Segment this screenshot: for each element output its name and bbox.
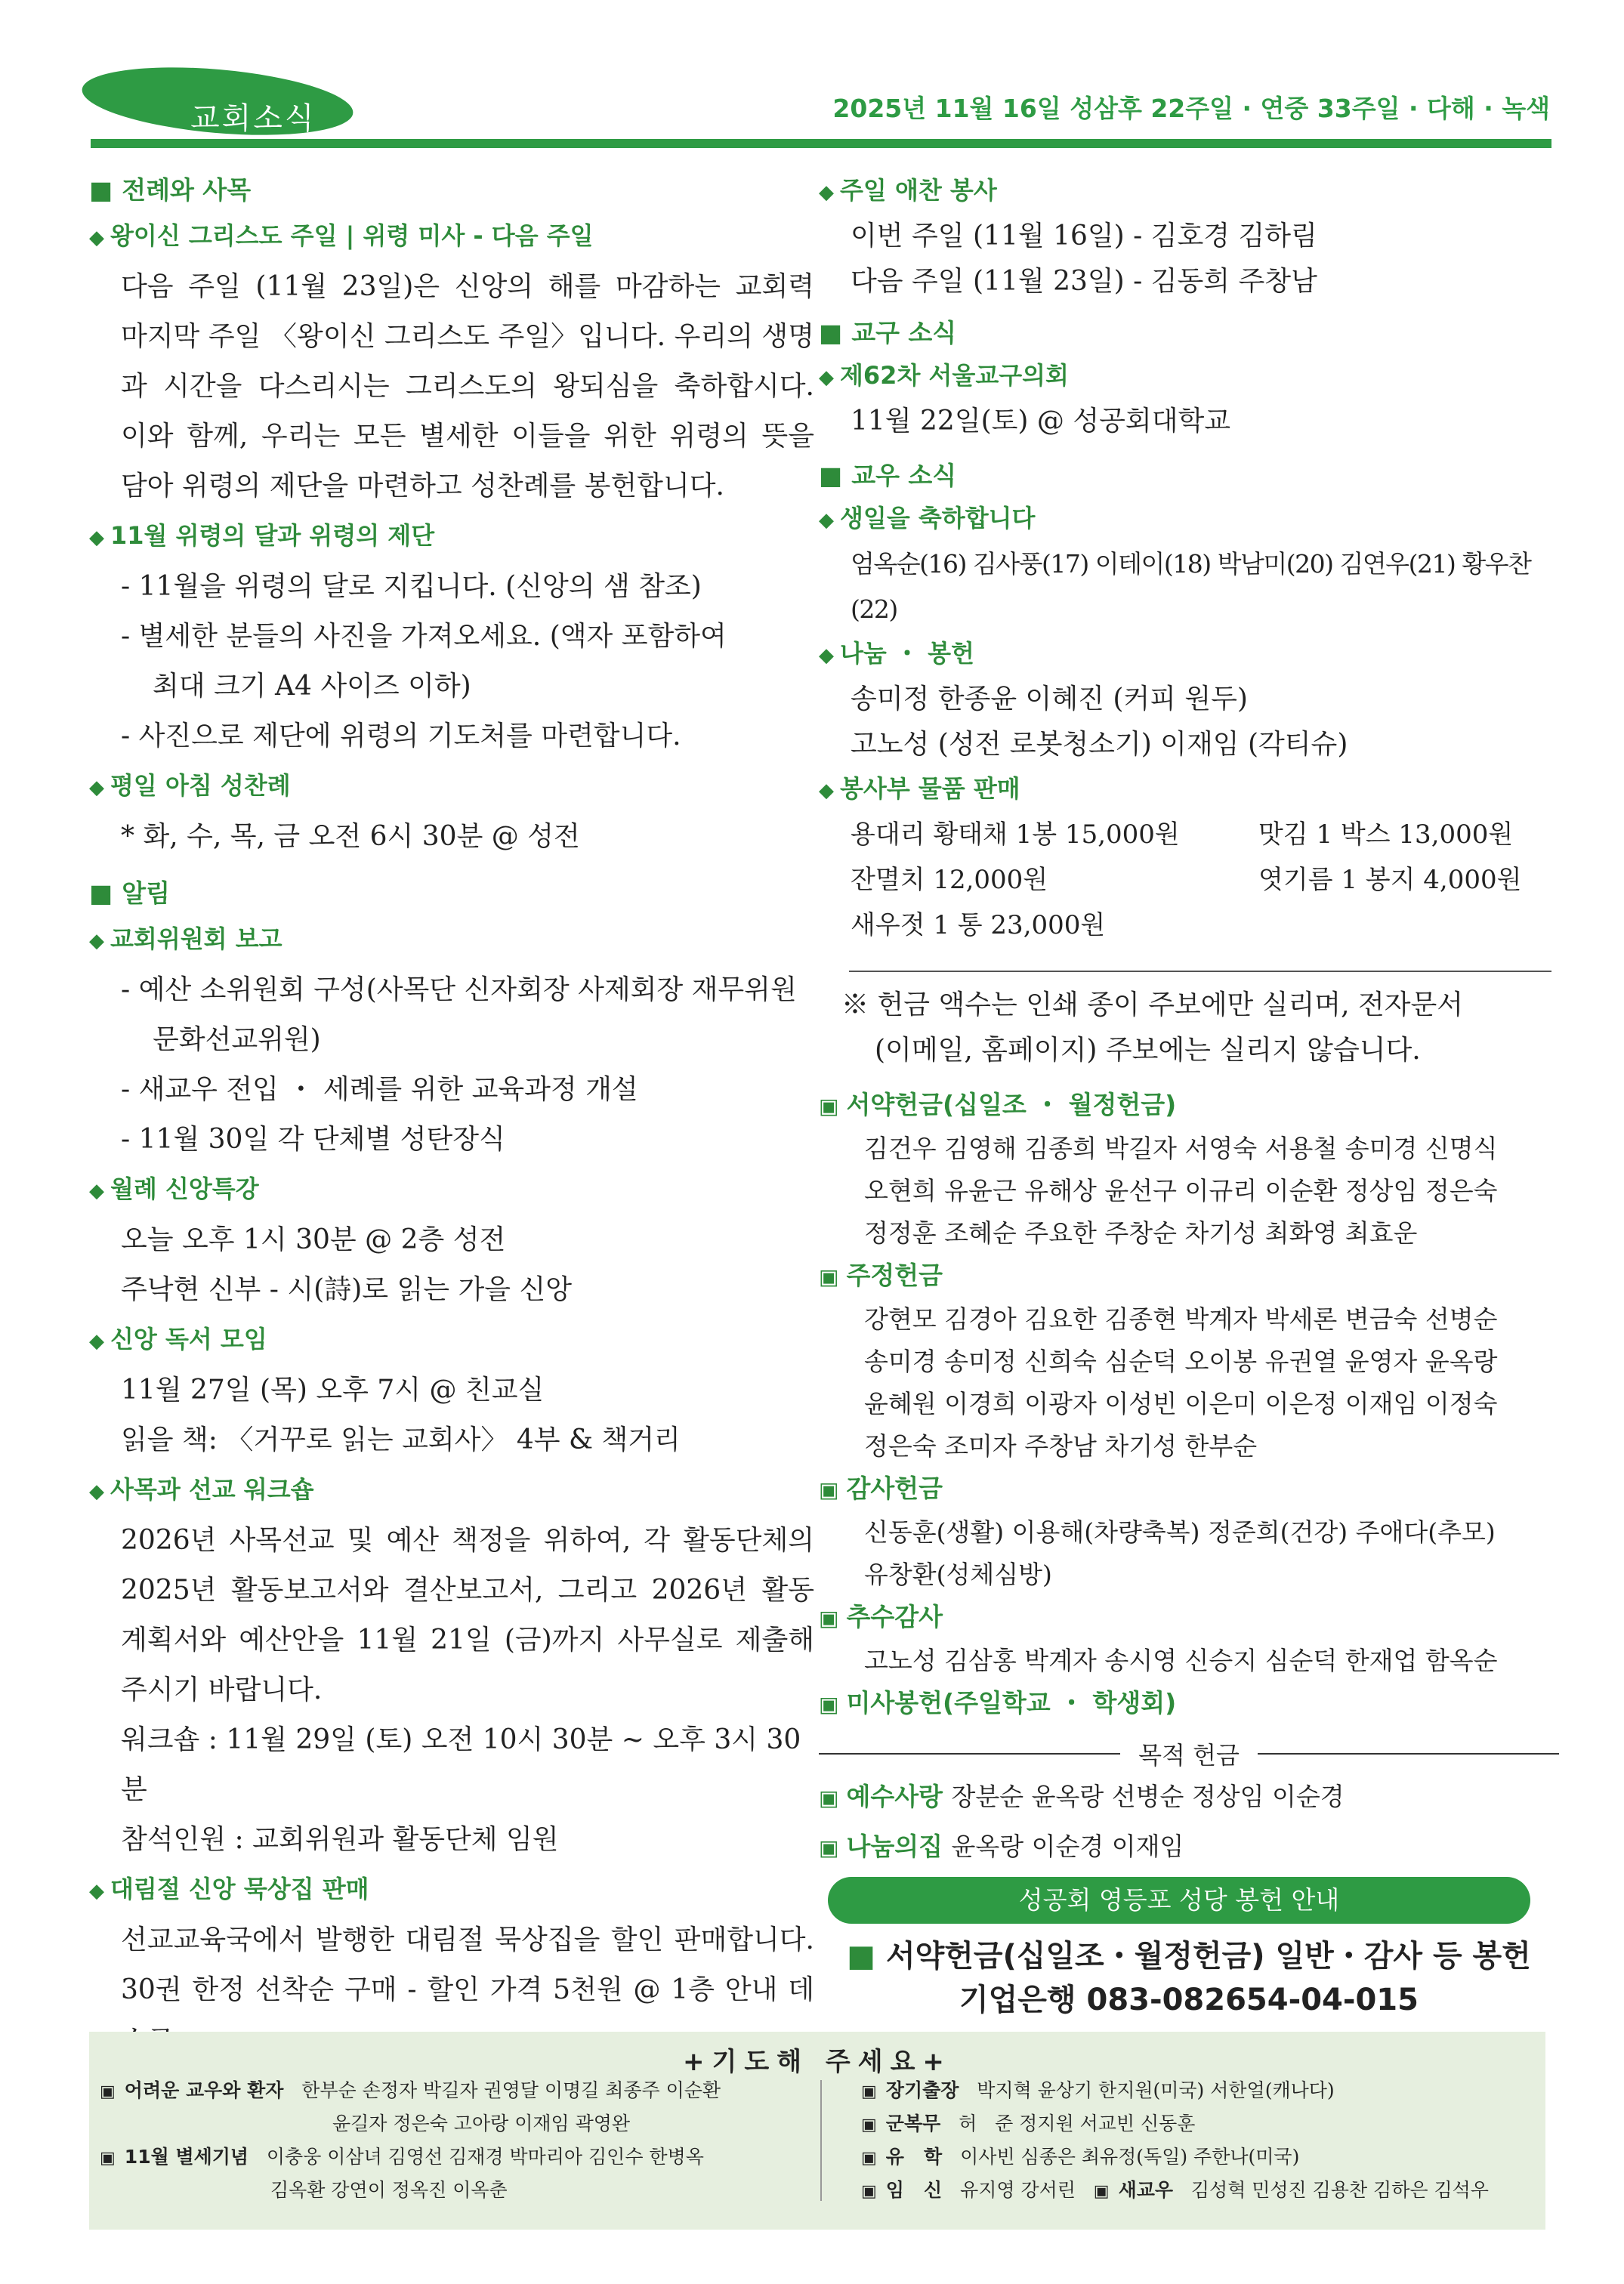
- square-icon: ▣: [861, 2149, 877, 2168]
- prayer-sick-cont: 윤길자 정은숙 고아랑 이재임 곽영완: [332, 2113, 631, 2134]
- bank-account: 기업은행 083-082654-04-015: [959, 1983, 1419, 2017]
- square-icon: ▣: [819, 1786, 839, 1810]
- square-icon: ▣: [100, 2149, 116, 2168]
- sale-row: 새우젓 1 통 23,000원: [851, 910, 1106, 940]
- left-column: [89, 169, 814, 2065]
- morning-heading: ◆ 평일 아침 성찬례: [89, 771, 291, 800]
- diamond-icon: ◆: [89, 1880, 104, 1903]
- header-date: 2025년 11월 16일 성삼후 22주일 · 연중 33주일 · 다해 · 녹색: [832, 94, 1550, 123]
- share-heading: ◆ 나눔 ・ 봉헌: [819, 639, 974, 668]
- prayer-trip: ▣ 장기출장 박지혁 윤상기 한지원(미국) 서한얼(캐나다): [861, 2079, 1335, 2101]
- section-liturgy: ■ 전례와 사목: [89, 175, 252, 205]
- harvest-names: 고노성 김삼홍 박계자 송시영 신승지 심순덕 한재업 함옥순: [864, 1646, 1498, 1675]
- advent-text: 선교교육국에서 발행한 대림절 묵상집을 할인 판매합니다. 30권 한정 선착순 구매 - 할인 가격 5천원 @ 1층 안내 데: [121, 1924, 814, 2005]
- prayer-study: ▣ 유 학 이사빈 심종은 최유정(독일) 주한나(미국): [861, 2146, 1300, 2168]
- square-icon: ▣: [819, 1606, 839, 1631]
- square-icon: ▣: [819, 1477, 839, 1502]
- section-notices: ■ 알림: [89, 878, 170, 908]
- service-text: 이번 주일 (11월 16일) - 김호경 김하림 다음 주일 (11월 23일) - 김동희 주창남: [851, 221, 1317, 297]
- morning-text: * 화, 수, 목, 금 오전 6시 30분 @ 성전: [121, 821, 580, 852]
- diamond-icon: ◆: [89, 776, 104, 799]
- diamond-icon: ◆: [819, 181, 834, 204]
- mass-heading: ▣ 미사봉헌(주일학교 ・ 학생회): [819, 1688, 1177, 1718]
- offering-note: ※ 헌금 액수는 인쇄 종이 주보에만 실리며, 전자문서 (이메일, 홈페이지) 주보에는 실리지 않습니다.: [841, 989, 1464, 1066]
- square-icon: ▣: [861, 2182, 877, 2201]
- diocese-heading: ◆ 제62차 서울교구의회: [819, 361, 1069, 390]
- weekly-heading: ▣ 주정헌금: [819, 1261, 943, 1290]
- birthday-text: 엄옥순(16) 김사풍(17) 이테이(18) 박남미(20) 김연우(21) 황우찬(22): [851, 549, 1531, 624]
- prayer-sick: ▣ 어려운 교우와 환자 한부순 손정자 박길자 권영달 이명길 최종주 이순환: [100, 2079, 721, 2101]
- november-heading: ◆ 11월 위령의 달과 위령의 제단: [89, 521, 435, 550]
- prayer-pregnant: ▣ 임 신 유지영 강서린 ▣ 새교우 김성혁 민성진 김용찬 김하은 김석우: [861, 2179, 1489, 2201]
- sale-heading: ◆ 봉사부 물품 판매: [819, 774, 1020, 803]
- lecture-heading: ◆ 월례 신앙특강: [89, 1174, 259, 1203]
- prayer-divider: [820, 2080, 822, 2201]
- sale-table: [819, 812, 1559, 948]
- tithe-names: 김건우 김영해 김종희 박길자 서영숙 서용철 송미경 신명식 오현희 유윤근 유해상 윤선구 이규리 이순환 정상임 정은숙 정정훈 조혜순 주요한 주창순 차기성 최화영 최효운: [864, 1134, 1498, 1248]
- sale-row: 잔멸치 12,000원 엿기름 1 봉지 4,000원: [851, 865, 1522, 895]
- square-icon: ■: [819, 318, 843, 347]
- square-icon: ▣: [861, 2082, 877, 2101]
- square-icon: ■: [89, 175, 113, 205]
- right-column: [819, 169, 1559, 2022]
- diamond-icon: ◆: [89, 1180, 104, 1202]
- diamond-icon: ◆: [89, 930, 104, 952]
- king-text: 다음 주일 (11월 23일)은 신앙의 해를 마감하는 교회력 마지막 주일 〈왕이신 그리스도 주일〉입니다. 우리의 생명 과 시간을 다스리시는 그리스도의 왕되심을 축하합시다. 이와 함께, 우리는 모든 별세한 이들을 위한 위령의 뜻을 담아 위령의 제단을 마련하고 성찬례를 봉헌합니다.: [121, 271, 814, 502]
- square-icon: ▣: [819, 1094, 839, 1119]
- jesus-love-row: ▣ 예수사랑 장분순 윤옥랑 선병순 정상임 이순경: [819, 1782, 1345, 1811]
- weekly-names: 강현모 김경아 김요한 김종현 박계자 박세론 변금숙 선병순 송미경 송미정 신희숙 심순덕 오이봉 유권열 윤영자 윤옥랑 윤혜원 이경희 이광자 이성빈 이은미 이은정 이재임 이정숙 정은숙 조미자 주창남 차기성 한부순: [864, 1304, 1498, 1461]
- thanks-heading: ▣ 감사헌금: [819, 1474, 943, 1503]
- council-heading: ◆ 교회위원회 보고: [89, 924, 283, 953]
- diocese-text: 11월 22일(토) @ 성공회대학교: [851, 406, 1231, 437]
- prayer-title: +기도해 주세요+: [683, 2047, 952, 2077]
- purpose-divider: 목적 헌금: [819, 1736, 1559, 1771]
- header-rule: [91, 139, 1551, 148]
- page-title: 교회소식: [190, 101, 316, 136]
- harvest-heading: ▣ 추수감사: [819, 1602, 943, 1631]
- prayer-deceased: ▣ 11월 별세기념 이충웅 이삼녀 김영선 김재경 박마리아 김인수 한병옥: [100, 2146, 704, 2168]
- advent-heading: ◆ 대림절 신앙 묵상집 판매: [89, 1875, 369, 1903]
- diamond-icon: ◆: [819, 509, 834, 532]
- november-text: - 11월을 위령의 달로 지킵니다. (신앙의 샘 참조) - 별세한 분들의 사진을 가져오세요. (액자 포함하여 최대 크기 A4 사이즈 이하) - 사진으로 제단에 위령의 기도처를 마련합니다.: [121, 571, 727, 752]
- reading-text: 11월 27일 (목) 오후 7시 @ 친교실 읽을 책: 〈거꾸로 읽는 교회사〉 4부 & 책거리: [121, 1375, 681, 1455]
- diamond-icon: ◆: [89, 1330, 104, 1353]
- diamond-icon: ◆: [89, 1480, 104, 1503]
- section-members: ■ 교우 소식: [819, 461, 957, 490]
- lecture-text: 오늘 오후 1시 30분 @ 2층 성전 주낙현 신부 - 시(詩)로 읽는 가을 신앙: [121, 1224, 573, 1305]
- sharing-house-row: ▣ 나눔의집 윤옥랑 이순경 이재임: [819, 1832, 1184, 1861]
- square-icon: ▣: [819, 1692, 839, 1717]
- square-icon: ▣: [861, 2116, 877, 2134]
- square-icon: ■: [89, 878, 113, 908]
- square-icon: ▣: [819, 1835, 839, 1860]
- square-icon: ▣: [819, 1264, 839, 1289]
- council-text: - 예산 소위원회 구성(사목단 신자회장 사제회장 재무위원 문화선교위원) - 새교우 전입 ・ 세례를 위한 교육과정 개설 - 11월 30일 각 단체별 성탄장식: [121, 974, 797, 1155]
- diamond-icon: ◆: [819, 779, 834, 802]
- workshop-text: 2026년 사목선교 및 예산 책정을 위하여, 각 활동단체의 2025년 활동보고서와 결산보고서, 그리고 2026년 활동 계획서와 예산안을 11월 21일 (금)까지 사무실로 제출해 주시기 바랍니다. 워크숍 : 11월 29일 (토) 오전 10시 30분 ~ 오후 3시 30분 참석인원 : 교회위원과 활동단체 임원: [121, 1525, 814, 1855]
- prayer-deceased-cont: 김옥환 강연이 정옥진 이옥춘: [270, 2179, 508, 2201]
- square-icon: ■: [819, 461, 843, 490]
- birthday-heading: ◆ 생일을 축하합니다: [819, 504, 1036, 532]
- workshop-heading: ◆ 사목과 선교 워크숍: [89, 1475, 314, 1504]
- share-text: 송미정 한종윤 이혜진 (커피 원두) 고노성 (성전 로봇청소기) 이재임 (각티슈): [851, 684, 1348, 760]
- bank-info-line1: ■ 서약헌금(십일조・월정헌금) 일반・감사 등 봉헌: [847, 1939, 1531, 1974]
- prayer-army: ▣ 군복무 허 준 정지원 서교빈 신동훈: [861, 2113, 1196, 2134]
- section-diocese: ■ 교구 소식: [819, 318, 957, 347]
- divider: [849, 971, 1551, 972]
- diamond-icon: ◆: [89, 227, 104, 249]
- thanks-names: 신동훈(생활) 이용해(차량축복) 정준희(건강) 주애다(추모) 유창환(성체심방): [864, 1517, 1496, 1589]
- diamond-icon: ◆: [89, 526, 104, 549]
- reading-heading: ◆ 신앙 독서 모임: [89, 1325, 267, 1353]
- square-icon: ▣: [100, 2082, 116, 2101]
- square-icon: ■: [847, 1939, 875, 1974]
- prayer-box: [89, 2032, 1545, 2230]
- offering-banner: 성공회 영등포 성당 봉헌 안내: [828, 1877, 1530, 1924]
- king-heading: ◆ 왕이신 그리스도 주일 | 위령 미사 - 다음 주일: [89, 221, 594, 250]
- diamond-icon: ◆: [819, 366, 834, 389]
- diamond-icon: ◆: [819, 644, 834, 667]
- tithe-heading: ▣ 서약헌금(십일조 ・ 월정헌금): [819, 1090, 1177, 1119]
- square-icon: ▣: [1093, 2182, 1110, 2201]
- sale-row: 용대리 황태채 1봉 15,000원 맛김 1 박스 13,000원: [851, 819, 1514, 850]
- service-heading: ◆ 주일 애찬 봉사: [819, 176, 997, 205]
